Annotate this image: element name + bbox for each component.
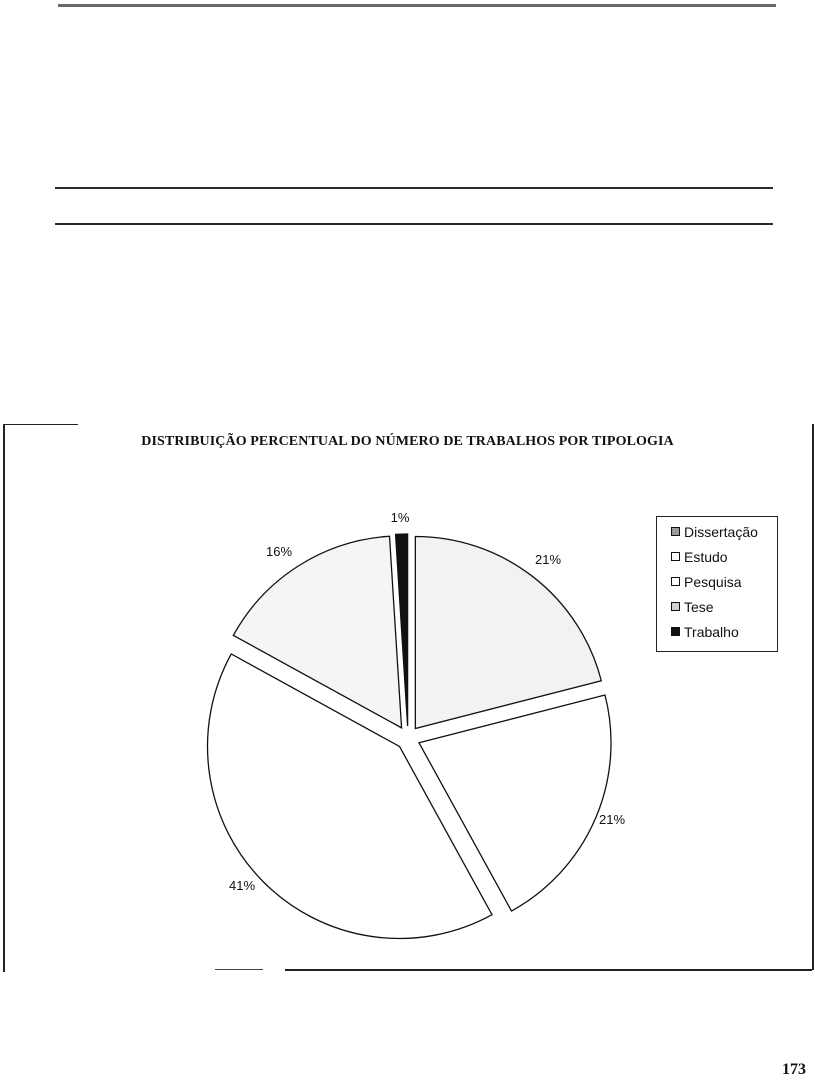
legend-swatch-trabalho (671, 627, 680, 636)
legend-swatch-tese (671, 602, 680, 611)
legend-label-pesquisa: Pesquisa (684, 573, 742, 590)
legend-item-estudo (657, 544, 777, 569)
pie-label-tese: 16% (265, 544, 293, 559)
legend-item-trabalho (657, 619, 777, 644)
legend-item-dissertacao (657, 519, 777, 544)
pie-label-pesquisa: 41% (228, 878, 256, 893)
page-number: 173 (782, 1061, 806, 1078)
pie-slice-dissertacao (415, 537, 601, 729)
chart-title: DISTRIBUIÇÃO PERCENTUAL DO NÚMERO DE TRABALHOS POR TIPOLOGIA (141, 434, 674, 449)
legend-swatch-estudo (671, 552, 680, 561)
pie-slices (208, 534, 611, 938)
legend-swatch-pesquisa (671, 577, 680, 586)
legend-label-trabalho: Trabalho (684, 623, 739, 640)
pie-label-estudo: 21% (598, 812, 626, 827)
legend-swatch-dissertacao (671, 527, 680, 536)
legend-item-tese (657, 594, 777, 619)
pie-label-dissertacao: 21% (534, 552, 562, 567)
legend-label-dissertacao: Dissertação (684, 523, 758, 540)
legend-label-tese: Tese (684, 598, 714, 615)
chart-legend (656, 516, 778, 652)
legend-item-pesquisa (657, 569, 777, 594)
pie-label-trabalho: 1% (390, 510, 410, 525)
legend-label-estudo: Estudo (684, 548, 728, 565)
